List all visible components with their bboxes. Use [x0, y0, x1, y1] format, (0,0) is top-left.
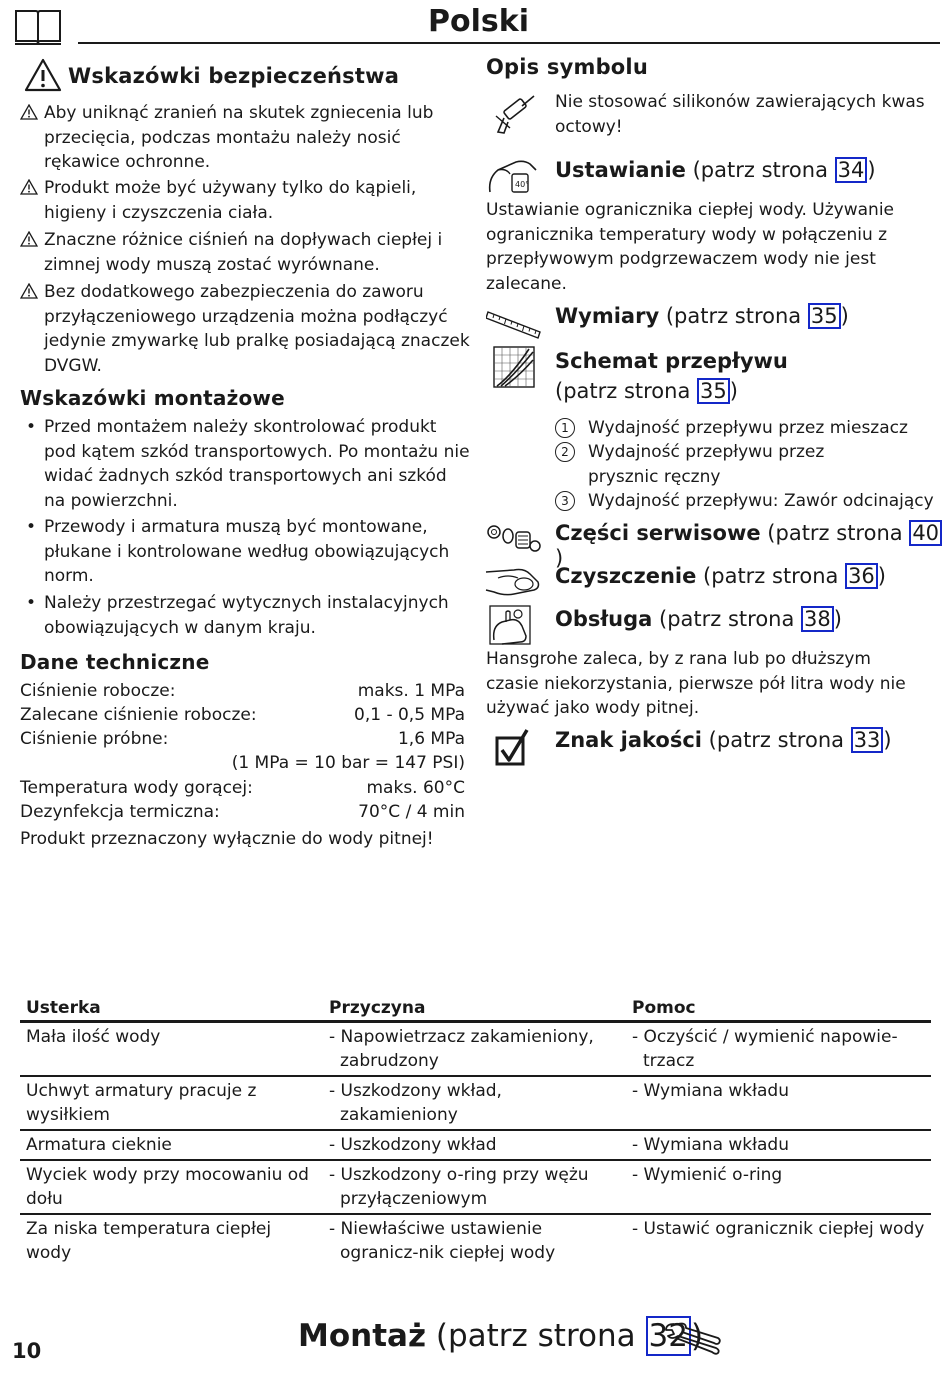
table-header-row — [20, 994, 931, 1022]
safety-item — [20, 101, 470, 175]
fault-cell: Uchwyt armatury pracuje z wysiłkiem — [20, 1076, 323, 1130]
safety-item-text: Znaczne różnice ciśnień na dopływach ciepłej i zimnej wody muszą zostać wyrównane. — [44, 230, 443, 275]
spec-value: maks. 1 MPa — [357, 681, 465, 701]
spec-value: 1,6 MPa — [397, 729, 465, 749]
fix-text: - Oczyścić / wymienić napowie-trzacz — [632, 1027, 898, 1071]
cause-text: - Napowietrzacz zakamieniony, zabrudzony — [329, 1027, 594, 1071]
cause-cell — [323, 1160, 626, 1214]
manual-book-icon — [14, 8, 62, 50]
flow-item-text: Wydajność przepływu: Zawór odcinający — [588, 491, 934, 511]
mount-ref-close: ) — [690, 1318, 704, 1354]
bullet: • — [26, 417, 37, 437]
spec-label: Temperatura wody gorącej: — [20, 778, 253, 798]
cause-cell — [323, 1076, 626, 1130]
fault-cell: Armatura cieknie — [20, 1130, 323, 1160]
spec-row — [20, 727, 465, 751]
assembly-item-text: Przewody i armatura muszą być montowane, płukane i kontrolowane według obowiązujących norm. — [44, 517, 450, 586]
spec-value: (1 MPa = 10 bar = 147 PSI) — [231, 753, 465, 773]
cause-cell — [323, 1022, 626, 1077]
assembly-item — [20, 515, 470, 589]
tech-note: Produkt przeznaczony wyłącznie do wody pitnej! — [20, 829, 434, 849]
setting-ref: (patrz strona — [692, 158, 835, 182]
cleaning-page-link[interactable]: 36 — [845, 563, 878, 589]
spec-row — [20, 703, 465, 727]
assembly-item — [20, 415, 470, 513]
flow-item-text: Wydajność przepływu przez prysznic ręczny — [588, 442, 825, 487]
setting-heading — [555, 157, 876, 183]
safety-item — [20, 280, 470, 378]
cause-text: - Niewłaściwe ustawienie ogranicz-nik ciepłej wody — [329, 1219, 556, 1263]
header-rule — [78, 42, 940, 44]
mount-title: Montaż — [298, 1318, 426, 1354]
dimensions-title: Wymiary — [555, 304, 660, 328]
assembly-item — [20, 591, 470, 640]
cause-text: - Uszkodzony wkład — [329, 1135, 497, 1155]
quality-check-icon — [494, 728, 530, 772]
ruler-icon — [486, 306, 542, 346]
service-parts-icon — [486, 522, 542, 560]
fix-cell — [626, 1076, 931, 1130]
operation-text: Hansgrohe zaleca, by z rana lub po dłuższym czasie niekorzystania, pierwsze pół litra wody nie używać jako wody pitnej. — [486, 649, 906, 718]
table-row — [20, 1022, 931, 1077]
column-header-cause: Przyczyna — [323, 994, 626, 1022]
table-row — [20, 1130, 931, 1160]
dimensions-page-link[interactable]: 35 — [808, 303, 841, 329]
fix-cell — [626, 1160, 931, 1214]
spec-value: 0,1 - 0,5 MPa — [354, 705, 465, 725]
spec-label: Ciśnienie próbne: — [20, 729, 169, 749]
safety-item — [20, 176, 470, 225]
spec-value: 70°C / 4 min — [358, 802, 465, 822]
page-title: Polski — [428, 4, 529, 39]
mount-page-link[interactable]: 32 — [646, 1316, 691, 1356]
fault-cell: Wyciek wody przy mocowaniu od dołu — [20, 1160, 323, 1214]
safety-item — [20, 228, 470, 277]
spec-label: Ciśnienie robocze: — [20, 681, 176, 701]
cleaning-hand-icon — [484, 562, 542, 604]
fix-text: - Wymiana wkładu — [632, 1081, 789, 1101]
spec-label: Dezynfekcja termiczna: — [20, 802, 220, 822]
flow-heading — [555, 346, 925, 406]
svg-text:40°: 40° — [515, 180, 530, 189]
operation-title: Obsługa — [555, 607, 653, 631]
quality-ref: (patrz strona — [708, 728, 851, 752]
dimensions-ref: (patrz strona — [665, 304, 808, 328]
cause-text: - Uszkodzony o-ring przy wężu przyłączeniowym — [329, 1165, 589, 1209]
flow-item-number: 2 — [555, 442, 575, 462]
cleaning-ref-close: ) — [877, 564, 886, 588]
cause-cell — [323, 1214, 626, 1267]
operation-ref-close: ) — [833, 607, 842, 631]
cleaning-heading — [555, 563, 886, 589]
column-header-fault: Usterka — [20, 994, 323, 1022]
fix-text: - Wymienić o-ring — [632, 1165, 783, 1185]
symbols-heading: Opis symbolu — [486, 55, 648, 79]
flow-ref: (patrz strona — [555, 379, 698, 403]
fault-cell: Mała ilość wody — [20, 1022, 323, 1077]
warning-small-icon — [20, 283, 38, 299]
setting-title: Ustawianie — [555, 158, 686, 182]
fix-cell — [626, 1214, 931, 1267]
warning-small-icon — [20, 231, 38, 247]
flow-item-number: 3 — [555, 491, 575, 511]
operation-heading — [555, 606, 842, 632]
flow-item-number: 1 — [555, 418, 575, 438]
tech-heading: Dane techniczne — [20, 650, 210, 674]
spec-value: maks. 60°C — [366, 778, 465, 798]
assembly-item-text: Należy przestrzegać wytycznych instalacyjnych obowiązujących w danym kraju. — [44, 593, 449, 638]
operation-page-link[interactable]: 38 — [801, 606, 834, 632]
warning-triangle-icon — [24, 58, 62, 96]
service-ref: (patrz strona — [767, 521, 910, 545]
safety-item-text: Aby uniknąć zranień na skutek zgniecenia lub przecięcia, podczas montażu należy nosić rękawice ochronne. — [44, 103, 434, 172]
spec-label: Zalecane ciśnienie robocze: — [20, 705, 257, 725]
bullet: • — [26, 593, 37, 613]
mount-ref: (patrz strona — [435, 1318, 646, 1354]
silicone-gun-icon — [490, 92, 540, 142]
cause-cell — [323, 1130, 626, 1160]
spec-row — [20, 800, 465, 824]
flow-chart-icon — [493, 346, 535, 392]
flow-item-text: Wydajność przepływu przez mieszacz — [588, 418, 908, 438]
fix-cell — [626, 1022, 931, 1077]
setting-ref-close: ) — [867, 158, 876, 182]
spec-row — [20, 679, 465, 703]
quality-page-link[interactable]: 33 — [851, 727, 884, 753]
spec-row — [20, 776, 465, 800]
flow-title: Schemat przepływu — [555, 349, 788, 373]
fix-text: - Ustawić ogranicznik ciepłej wody — [632, 1219, 925, 1239]
table-row — [20, 1214, 931, 1267]
flow-item — [555, 489, 935, 514]
service-ref-close: ) — [555, 546, 564, 570]
quality-heading — [555, 727, 892, 753]
safety-heading: Wskazówki bezpieczeństwa — [68, 64, 400, 88]
quality-ref-close: ) — [883, 728, 892, 752]
setting-text: Ustawianie ogranicznika ciepłej wody. Używanie ogranicznika temperatury wody w połączeniu z przepływowym podgrzewaczem wody nie jest zalecane. — [486, 200, 894, 294]
troubleshooting-table — [20, 994, 931, 1267]
wrench-icon — [664, 1318, 722, 1360]
service-title: Części serwisowe — [555, 521, 761, 545]
flow-page-link[interactable]: 35 — [697, 378, 730, 404]
cause-text: - Uszkodzony wkład, zakamieniony — [329, 1081, 502, 1125]
flow-item — [555, 416, 935, 441]
warning-small-icon — [20, 104, 38, 120]
flow-item — [555, 440, 935, 489]
quality-title: Znak jakości — [555, 728, 702, 752]
operation-ref: (patrz strona — [659, 607, 802, 631]
safety-item-text: Produkt może być używany tylko do kąpieli, higieny i czyszczenia ciała. — [44, 178, 417, 223]
fix-text: - Wymiana wkładu — [632, 1135, 789, 1155]
warning-small-icon — [20, 179, 38, 195]
fault-cell: Za niska temperatura ciepłej wody — [26, 1219, 272, 1263]
assembly-heading: Wskazówki montażowe — [20, 386, 285, 410]
dimensions-ref-close: ) — [840, 304, 849, 328]
setting-page-link[interactable]: 34 — [835, 157, 868, 183]
page-number: 10 — [12, 1339, 42, 1363]
safety-item-text: Bez dodatkowego zabezpieczenia do zaworu przyłączeniowego urządzenia można podłączyć jedynie zmywarkę lub pralkę posiadającą znaczek DVGW. — [44, 282, 470, 376]
fix-cell — [626, 1130, 931, 1160]
flow-ref-close: ) — [729, 379, 738, 403]
column-header-fix: Pomoc — [626, 994, 931, 1022]
silicone-note: Nie stosować silikonów zawierających kwas octowy! — [555, 92, 925, 137]
table-row — [20, 1076, 931, 1130]
assembly-item-text: Przed montażem należy skontrolować produkt pod kątem szkód transportowych. Po montażu nie widać żadnych szkód transportowych ani szkód na powierzchni. — [44, 417, 470, 511]
cleaning-title: Czyszczenie — [555, 564, 697, 588]
table-row — [20, 1160, 931, 1214]
bullet: • — [26, 517, 37, 537]
operation-hand-icon — [488, 604, 538, 650]
dimensions-heading — [555, 303, 849, 329]
setting-hand-icon — [486, 156, 542, 202]
mount-heading — [298, 1316, 703, 1356]
cleaning-ref: (patrz strona — [703, 564, 846, 588]
service-page-link[interactable]: 40 — [909, 520, 942, 546]
